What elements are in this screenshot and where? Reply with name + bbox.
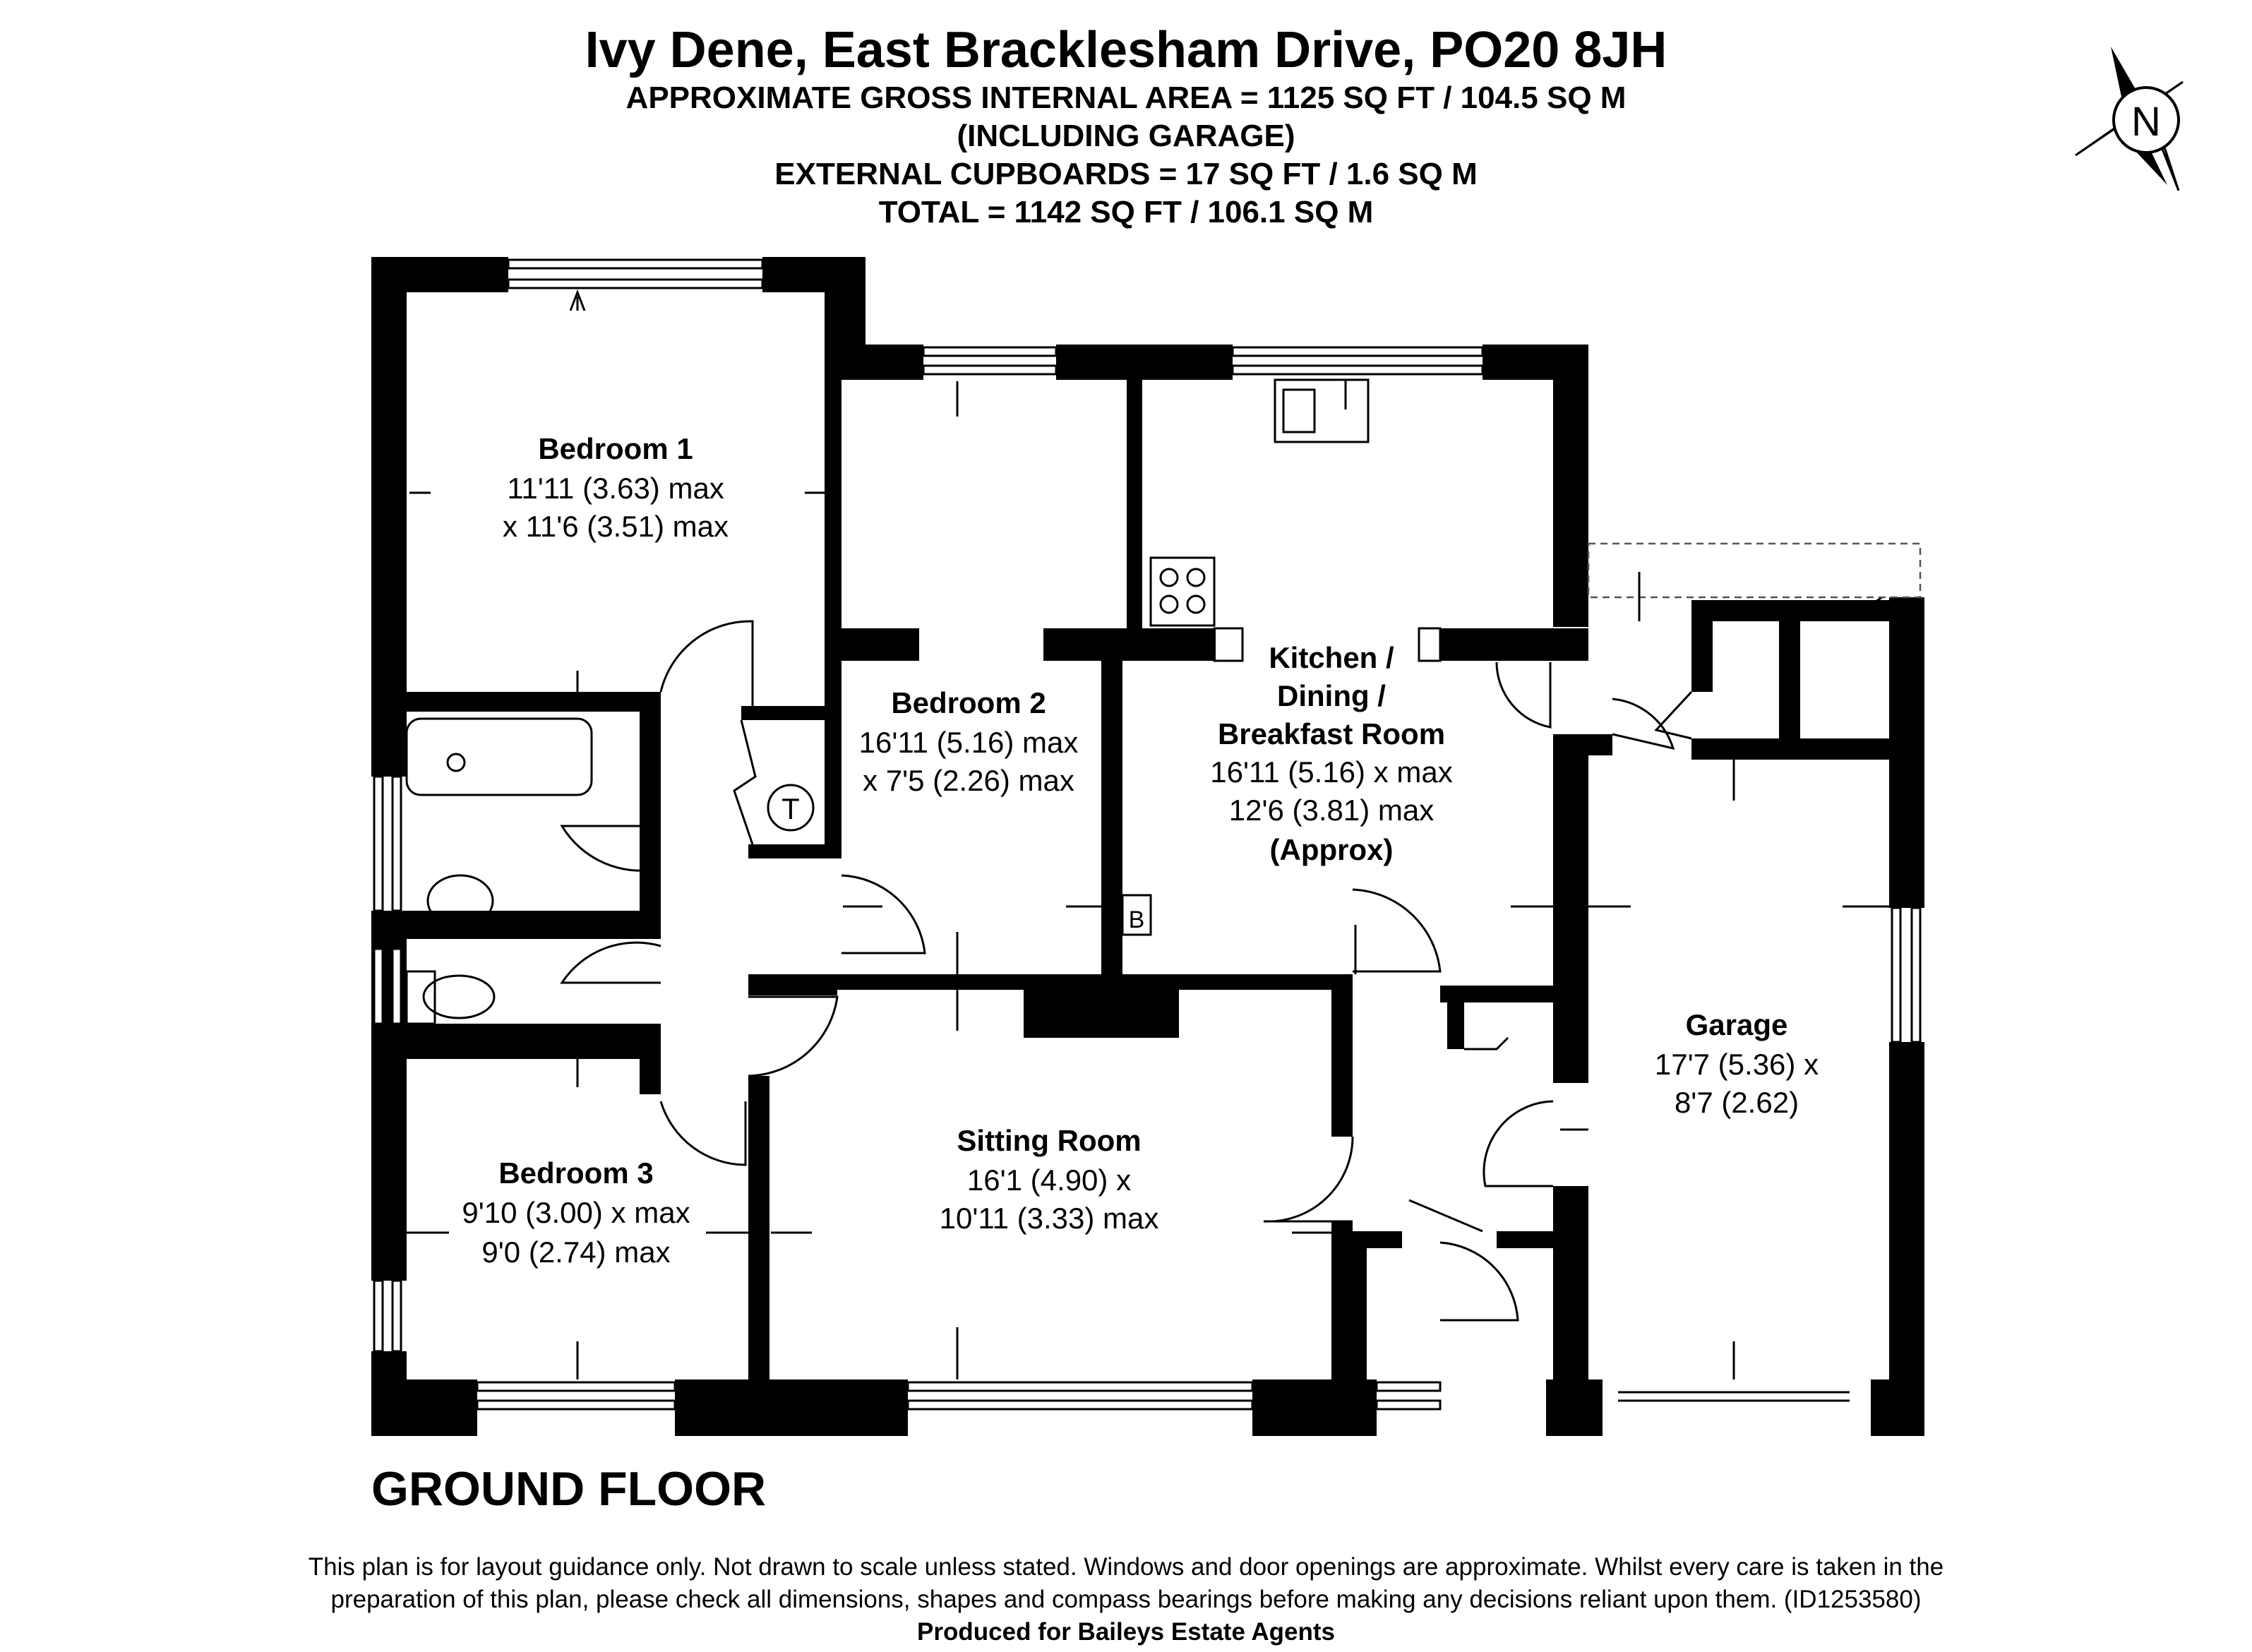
room-dims: 9'0 (2.74) max bbox=[481, 1235, 671, 1269]
room-dims: 12'6 (3.81) max bbox=[1228, 794, 1435, 827]
room-bedroom-3 bbox=[462, 1156, 690, 1269]
room-name: Bedroom 2 bbox=[891, 686, 1046, 719]
room-dims: x 7'5 (2.26) max bbox=[863, 764, 1074, 797]
room-kitchen bbox=[1210, 641, 1452, 866]
total-area-line: TOTAL = 1142 SQ FT / 106.1 SQ M bbox=[878, 195, 1374, 229]
room-name: Sitting Room bbox=[957, 1124, 1142, 1157]
boiler-label: B bbox=[1128, 906, 1145, 933]
room-name: Breakfast Room bbox=[1217, 717, 1446, 750]
room-name: Dining / bbox=[1277, 679, 1386, 712]
including-garage-line: (INCLUDING GARAGE) bbox=[957, 119, 1295, 153]
north-compass-icon bbox=[2076, 47, 2183, 191]
room-dims: 11'11 (3.63) max bbox=[507, 472, 724, 505]
room-note: (Approx) bbox=[1269, 833, 1394, 866]
disclaimer-line: preparation of this plan, please check all dimensions, shapes and compass bearings before making any decisions reliant upon them. (ID1253580) bbox=[330, 1586, 1922, 1613]
bath-icon bbox=[407, 719, 592, 795]
room-dims: 10'11 (3.33) max bbox=[939, 1202, 1159, 1235]
gross-area-line: APPROXIMATE GROSS INTERNAL AREA = 1125 SQ FT / 104.5 SQ M bbox=[625, 80, 1627, 115]
room-garage bbox=[1655, 1008, 1819, 1119]
disclaimer-line: This plan is for layout guidance only. Not drawn to scale unless stated. Windows and door openings are approximate. Whilst every care is taken in the bbox=[308, 1553, 1944, 1581]
room-sitting bbox=[940, 1124, 1159, 1235]
floor-label: GROUND FLOOR bbox=[371, 1462, 767, 1516]
tank-label: T bbox=[781, 792, 800, 825]
room-name: Bedroom 3 bbox=[498, 1156, 654, 1190]
room-bedroom-1 bbox=[503, 432, 729, 543]
room-dims: x 11'6 (3.51) max bbox=[502, 510, 729, 543]
compass-label: N bbox=[2131, 99, 2161, 145]
room-dims: 17'7 (5.36) x bbox=[1654, 1048, 1819, 1081]
external-cupboards-line: EXTERNAL CUPBOARDS = 17 SQ FT / 1.6 SQ M bbox=[774, 157, 1478, 191]
room-dims: 16'1 (4.90) x bbox=[966, 1163, 1132, 1197]
room-dims: 16'11 (5.16) max bbox=[858, 726, 1079, 759]
room-name: Bedroom 1 bbox=[538, 432, 693, 465]
room-dims: 16'11 (5.16) x max bbox=[1210, 755, 1453, 789]
produced-for-line: Produced for Baileys Estate Agents bbox=[917, 1618, 1335, 1646]
hob-icon bbox=[1151, 558, 1214, 626]
room-dims: 9'10 (3.00) x max bbox=[462, 1196, 690, 1229]
plan-title: Ivy Dene, East Bracklesham Drive, PO20 8JH bbox=[585, 22, 1667, 78]
room-dims: 8'7 (2.62) bbox=[1674, 1086, 1799, 1119]
room-name: Kitchen / bbox=[1269, 641, 1394, 674]
room-name: Garage bbox=[1685, 1008, 1788, 1041]
wc-cistern-icon bbox=[407, 971, 435, 1024]
bath-tap-icon bbox=[448, 754, 465, 771]
room-bedroom-2 bbox=[859, 686, 1079, 797]
